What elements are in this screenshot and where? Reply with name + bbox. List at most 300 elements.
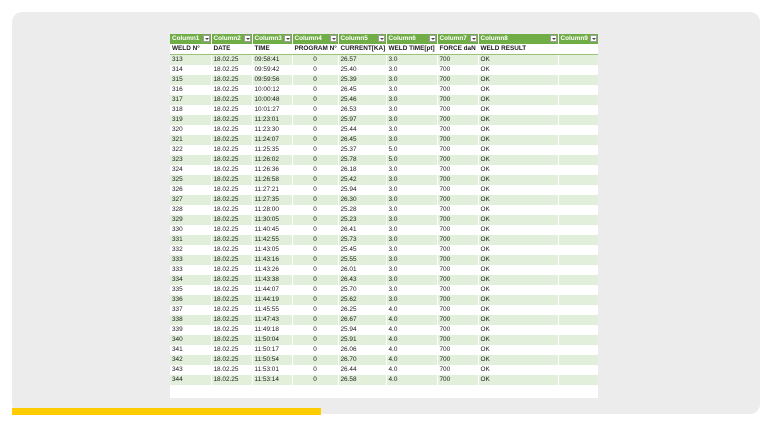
- table-row[interactable]: [170, 75, 598, 85]
- cell-weld-number[interactable]: 318: [170, 105, 211, 115]
- cell-weld-time[interactable]: 3.0: [386, 245, 437, 255]
- cell-program-number[interactable]: 0: [292, 185, 338, 195]
- cell-time[interactable]: 11:28:00: [252, 205, 292, 215]
- cell-weld-number[interactable]: 315: [170, 75, 211, 85]
- cell-program-number[interactable]: 0: [292, 205, 338, 215]
- cell-weld-result[interactable]: OK: [478, 295, 558, 305]
- cell-time[interactable]: 09:58:41: [252, 55, 292, 66]
- cell-time[interactable]: 11:43:38: [252, 275, 292, 285]
- cell-weld-time[interactable]: 3.0: [386, 115, 437, 125]
- cell-empty[interactable]: [558, 265, 598, 275]
- cell-current[interactable]: 25.23: [338, 215, 386, 225]
- cell-date[interactable]: 18.02.25: [211, 315, 252, 325]
- cell-force[interactable]: 700: [437, 115, 478, 125]
- cell-weld-number[interactable]: 335: [170, 285, 211, 295]
- cell-program-number[interactable]: 0: [292, 255, 338, 265]
- cell-weld-number[interactable]: 342: [170, 355, 211, 365]
- cell-current[interactable]: 26.45: [338, 85, 386, 95]
- table-row[interactable]: [170, 265, 598, 275]
- table-row[interactable]: [170, 245, 598, 255]
- cell-weld-time[interactable]: 3.0: [386, 285, 437, 295]
- cell-weld-number[interactable]: 319: [170, 115, 211, 125]
- cell-current[interactable]: 25.94: [338, 185, 386, 195]
- cell-weld-number[interactable]: 337: [170, 305, 211, 315]
- cell-current[interactable]: 26.43: [338, 275, 386, 285]
- table-row[interactable]: [170, 375, 598, 385]
- cell-weld-result[interactable]: OK: [478, 325, 558, 335]
- cell-empty[interactable]: [558, 295, 598, 305]
- cell-program-number[interactable]: 0: [292, 135, 338, 145]
- cell-force[interactable]: 700: [437, 155, 478, 165]
- cell-empty[interactable]: [558, 215, 598, 225]
- cell-force[interactable]: 700: [437, 175, 478, 185]
- cell-empty[interactable]: [558, 65, 598, 75]
- cell-weld-time[interactable]: 3.0: [386, 215, 437, 225]
- cell-date[interactable]: 18.02.25: [211, 265, 252, 275]
- cell-force[interactable]: 700: [437, 85, 478, 95]
- cell-date[interactable]: 18.02.25: [211, 65, 252, 75]
- cell-date[interactable]: 18.02.25: [211, 175, 252, 185]
- table-row[interactable]: [170, 145, 598, 155]
- cell-time[interactable]: 11:43:05: [252, 245, 292, 255]
- cell-weld-result[interactable]: OK: [478, 65, 558, 75]
- cell-program-number[interactable]: 0: [292, 285, 338, 295]
- cell-empty[interactable]: [558, 135, 598, 145]
- cell-weld-time[interactable]: 3.0: [386, 85, 437, 95]
- cell-time[interactable]: 11:53:14: [252, 375, 292, 385]
- cell-weld-result[interactable]: OK: [478, 95, 558, 105]
- cell-current[interactable]: 26.41: [338, 225, 386, 235]
- cell-weld-time[interactable]: 3.0: [386, 165, 437, 175]
- cell-program-number[interactable]: 0: [292, 115, 338, 125]
- cell-program-number[interactable]: 0: [292, 305, 338, 315]
- cell-date[interactable]: 18.02.25: [211, 275, 252, 285]
- cell-date[interactable]: 18.02.25: [211, 225, 252, 235]
- table-row[interactable]: [170, 275, 598, 285]
- cell-current[interactable]: 25.55: [338, 255, 386, 265]
- cell-date[interactable]: 18.02.25: [211, 355, 252, 365]
- cell-weld-result[interactable]: OK: [478, 75, 558, 85]
- cell-empty[interactable]: [558, 115, 598, 125]
- cell-force[interactable]: 700: [437, 265, 478, 275]
- cell-date[interactable]: 18.02.25: [211, 195, 252, 205]
- cell-program-number[interactable]: 0: [292, 275, 338, 285]
- cell-time[interactable]: 11:23:01: [252, 115, 292, 125]
- cell-time[interactable]: 10:00:48: [252, 95, 292, 105]
- cell-time[interactable]: 11:50:04: [252, 335, 292, 345]
- cell-current[interactable]: 26.25: [338, 305, 386, 315]
- cell-force[interactable]: 700: [437, 95, 478, 105]
- filter-dropdown-icon[interactable]: [203, 35, 210, 42]
- cell-weld-number[interactable]: 334: [170, 275, 211, 285]
- filter-header-column3[interactable]: [252, 34, 292, 44]
- cell-date[interactable]: 18.02.25: [211, 205, 252, 215]
- filter-header-column2[interactable]: [211, 34, 252, 44]
- cell-empty[interactable]: [558, 155, 598, 165]
- cell-weld-number[interactable]: 322: [170, 145, 211, 155]
- cell-time[interactable]: 11:43:26: [252, 265, 292, 275]
- cell-time[interactable]: 11:47:43: [252, 315, 292, 325]
- cell-date[interactable]: 18.02.25: [211, 105, 252, 115]
- cell-weld-result[interactable]: OK: [478, 345, 558, 355]
- cell-weld-result[interactable]: OK: [478, 205, 558, 215]
- cell-date[interactable]: 18.02.25: [211, 135, 252, 145]
- cell-date[interactable]: 18.02.25: [211, 145, 252, 155]
- cell-weld-result[interactable]: OK: [478, 235, 558, 245]
- cell-date[interactable]: 18.02.25: [211, 95, 252, 105]
- cell-empty[interactable]: [558, 275, 598, 285]
- cell-weld-result[interactable]: OK: [478, 275, 558, 285]
- cell-weld-result[interactable]: OK: [478, 175, 558, 185]
- cell-program-number[interactable]: 0: [292, 295, 338, 305]
- cell-weld-number[interactable]: 314: [170, 65, 211, 75]
- cell-weld-time[interactable]: 3.0: [386, 275, 437, 285]
- cell-program-number[interactable]: 0: [292, 195, 338, 205]
- filter-header-column8[interactable]: [478, 34, 558, 44]
- cell-time[interactable]: 11:44:19: [252, 295, 292, 305]
- cell-current[interactable]: 25.78: [338, 155, 386, 165]
- cell-program-number[interactable]: 0: [292, 215, 338, 225]
- cell-date[interactable]: 18.02.25: [211, 185, 252, 195]
- cell-weld-time[interactable]: 4.0: [386, 305, 437, 315]
- cell-weld-result[interactable]: OK: [478, 195, 558, 205]
- filter-dropdown-icon[interactable]: [244, 35, 251, 42]
- header-weld-time[interactable]: WELD TIME[pt]: [386, 44, 437, 55]
- cell-weld-number[interactable]: 313: [170, 55, 211, 66]
- filter-dropdown-icon[interactable]: [284, 35, 291, 42]
- cell-time[interactable]: 11:27:21: [252, 185, 292, 195]
- header-date[interactable]: DATE: [211, 44, 252, 55]
- cell-program-number[interactable]: 0: [292, 105, 338, 115]
- table-row[interactable]: [170, 235, 598, 245]
- table-row[interactable]: [170, 175, 598, 185]
- cell-current[interactable]: 25.94: [338, 325, 386, 335]
- cell-weld-time[interactable]: 3.0: [386, 225, 437, 235]
- cell-weld-time[interactable]: 5.0: [386, 145, 437, 155]
- table-row[interactable]: [170, 195, 598, 205]
- table-row[interactable]: [170, 335, 598, 345]
- cell-date[interactable]: 18.02.25: [211, 125, 252, 135]
- cell-empty[interactable]: [558, 285, 598, 295]
- cell-current[interactable]: 25.97: [338, 115, 386, 125]
- cell-date[interactable]: 18.02.25: [211, 255, 252, 265]
- cell-program-number[interactable]: 0: [292, 315, 338, 325]
- cell-weld-number[interactable]: 336: [170, 295, 211, 305]
- cell-current[interactable]: 25.39: [338, 75, 386, 85]
- cell-program-number[interactable]: 0: [292, 265, 338, 275]
- cell-date[interactable]: 18.02.25: [211, 335, 252, 345]
- cell-weld-number[interactable]: 330: [170, 225, 211, 235]
- cell-empty[interactable]: [558, 125, 598, 135]
- cell-weld-result[interactable]: OK: [478, 115, 558, 125]
- cell-date[interactable]: 18.02.25: [211, 365, 252, 375]
- cell-current[interactable]: 26.70: [338, 355, 386, 365]
- cell-program-number[interactable]: 0: [292, 55, 338, 66]
- filter-dropdown-icon[interactable]: [429, 35, 436, 42]
- cell-program-number[interactable]: 0: [292, 175, 338, 185]
- cell-empty[interactable]: [558, 245, 598, 255]
- cell-empty[interactable]: [558, 305, 598, 315]
- table-row[interactable]: [170, 225, 598, 235]
- cell-empty[interactable]: [558, 145, 598, 155]
- cell-date[interactable]: 18.02.25: [211, 295, 252, 305]
- table-row[interactable]: [170, 365, 598, 375]
- cell-empty[interactable]: [558, 175, 598, 185]
- cell-force[interactable]: 700: [437, 325, 478, 335]
- cell-empty[interactable]: [558, 165, 598, 175]
- cell-force[interactable]: 700: [437, 365, 478, 375]
- table-row[interactable]: [170, 205, 598, 215]
- cell-weld-time[interactable]: 4.0: [386, 365, 437, 375]
- cell-weld-number[interactable]: 327: [170, 195, 211, 205]
- table-row[interactable]: [170, 255, 598, 265]
- cell-date[interactable]: 18.02.25: [211, 245, 252, 255]
- cell-weld-result[interactable]: OK: [478, 215, 558, 225]
- cell-time[interactable]: 11:40:45: [252, 225, 292, 235]
- cell-current[interactable]: 25.44: [338, 125, 386, 135]
- header-current[interactable]: CURRENT[KA]: [338, 44, 386, 55]
- cell-force[interactable]: 700: [437, 305, 478, 315]
- cell-weld-result[interactable]: OK: [478, 125, 558, 135]
- cell-weld-time[interactable]: 3.0: [386, 65, 437, 75]
- cell-weld-result[interactable]: OK: [478, 135, 558, 145]
- cell-weld-number[interactable]: 338: [170, 315, 211, 325]
- cell-date[interactable]: 18.02.25: [211, 75, 252, 85]
- cell-date[interactable]: 18.02.25: [211, 85, 252, 95]
- filter-header-column4[interactable]: [292, 34, 338, 44]
- cell-force[interactable]: 700: [437, 145, 478, 155]
- cell-weld-result[interactable]: OK: [478, 335, 558, 345]
- cell-date[interactable]: 18.02.25: [211, 165, 252, 175]
- filter-dropdown-icon[interactable]: [550, 35, 557, 42]
- cell-weld-time[interactable]: 3.0: [386, 105, 437, 115]
- cell-weld-number[interactable]: 341: [170, 345, 211, 355]
- cell-weld-time[interactable]: 3.0: [386, 265, 437, 275]
- cell-empty[interactable]: [558, 335, 598, 345]
- cell-current[interactable]: 26.67: [338, 315, 386, 325]
- cell-weld-result[interactable]: OK: [478, 375, 558, 385]
- cell-current[interactable]: 25.42: [338, 175, 386, 185]
- table-row[interactable]: [170, 135, 598, 145]
- cell-date[interactable]: 18.02.25: [211, 325, 252, 335]
- cell-program-number[interactable]: 0: [292, 225, 338, 235]
- table-row[interactable]: [170, 165, 598, 175]
- cell-time[interactable]: 10:01:27: [252, 105, 292, 115]
- cell-weld-number[interactable]: 317: [170, 95, 211, 105]
- cell-empty[interactable]: [558, 235, 598, 245]
- cell-weld-number[interactable]: 340: [170, 335, 211, 345]
- table-row[interactable]: [170, 345, 598, 355]
- header-weld-number[interactable]: WELD N°: [170, 44, 211, 55]
- cell-date[interactable]: 18.02.25: [211, 305, 252, 315]
- cell-program-number[interactable]: 0: [292, 235, 338, 245]
- cell-force[interactable]: 700: [437, 75, 478, 85]
- cell-force[interactable]: 700: [437, 315, 478, 325]
- filter-dropdown-icon[interactable]: [590, 35, 597, 42]
- table-row[interactable]: [170, 315, 598, 325]
- cell-program-number[interactable]: 0: [292, 75, 338, 85]
- table-row[interactable]: [170, 285, 598, 295]
- cell-time[interactable]: 11:53:01: [252, 365, 292, 375]
- cell-current[interactable]: 26.44: [338, 365, 386, 375]
- cell-current[interactable]: 25.70: [338, 285, 386, 295]
- cell-current[interactable]: 25.46: [338, 95, 386, 105]
- filter-header-column9[interactable]: [558, 34, 598, 44]
- cell-weld-number[interactable]: 328: [170, 205, 211, 215]
- cell-weld-result[interactable]: OK: [478, 145, 558, 155]
- filter-header-column6[interactable]: [386, 34, 437, 44]
- cell-force[interactable]: 700: [437, 375, 478, 385]
- cell-date[interactable]: 18.02.25: [211, 375, 252, 385]
- cell-empty[interactable]: [558, 225, 598, 235]
- cell-program-number[interactable]: 0: [292, 85, 338, 95]
- cell-weld-time[interactable]: 3.0: [386, 175, 437, 185]
- cell-weld-result[interactable]: OK: [478, 355, 558, 365]
- cell-weld-number[interactable]: 316: [170, 85, 211, 95]
- table-row[interactable]: [170, 95, 598, 105]
- cell-current[interactable]: 25.62: [338, 295, 386, 305]
- table-row[interactable]: [170, 185, 598, 195]
- cell-force[interactable]: 700: [437, 195, 478, 205]
- cell-date[interactable]: 18.02.25: [211, 345, 252, 355]
- cell-weld-result[interactable]: OK: [478, 155, 558, 165]
- cell-force[interactable]: 700: [437, 205, 478, 215]
- cell-time[interactable]: 11:30:05: [252, 215, 292, 225]
- cell-weld-number[interactable]: 323: [170, 155, 211, 165]
- cell-current[interactable]: 26.18: [338, 165, 386, 175]
- cell-program-number[interactable]: 0: [292, 365, 338, 375]
- cell-empty[interactable]: [558, 355, 598, 365]
- cell-current[interactable]: 26.30: [338, 195, 386, 205]
- cell-force[interactable]: 700: [437, 55, 478, 66]
- cell-empty[interactable]: [558, 315, 598, 325]
- table-row[interactable]: [170, 355, 598, 365]
- cell-current[interactable]: 26.57: [338, 55, 386, 66]
- cell-empty[interactable]: [558, 375, 598, 385]
- cell-force[interactable]: 700: [437, 355, 478, 365]
- cell-current[interactable]: 25.28: [338, 205, 386, 215]
- cell-time[interactable]: 11:27:35: [252, 195, 292, 205]
- cell-program-number[interactable]: 0: [292, 165, 338, 175]
- cell-empty[interactable]: [558, 75, 598, 85]
- cell-weld-time[interactable]: 4.0: [386, 345, 437, 355]
- cell-weld-result[interactable]: OK: [478, 105, 558, 115]
- cell-weld-time[interactable]: 4.0: [386, 335, 437, 345]
- cell-weld-time[interactable]: 4.0: [386, 315, 437, 325]
- header-empty[interactable]: [558, 44, 598, 55]
- cell-weld-number[interactable]: 333: [170, 255, 211, 265]
- cell-weld-number[interactable]: 321: [170, 135, 211, 145]
- cell-weld-number[interactable]: 325: [170, 175, 211, 185]
- cell-weld-result[interactable]: OK: [478, 285, 558, 295]
- cell-weld-result[interactable]: OK: [478, 305, 558, 315]
- cell-force[interactable]: 700: [437, 125, 478, 135]
- cell-weld-time[interactable]: 3.0: [386, 295, 437, 305]
- cell-program-number[interactable]: 0: [292, 65, 338, 75]
- cell-time[interactable]: 11:43:16: [252, 255, 292, 265]
- cell-current[interactable]: 25.45: [338, 245, 386, 255]
- table-row[interactable]: [170, 325, 598, 335]
- cell-current[interactable]: 26.58: [338, 375, 386, 385]
- cell-time[interactable]: 11:23:30: [252, 125, 292, 135]
- cell-weld-number[interactable]: 339: [170, 325, 211, 335]
- cell-current[interactable]: 25.91: [338, 335, 386, 345]
- cell-current[interactable]: 26.06: [338, 345, 386, 355]
- cell-force[interactable]: 700: [437, 165, 478, 175]
- cell-empty[interactable]: [558, 365, 598, 375]
- cell-program-number[interactable]: 0: [292, 155, 338, 165]
- cell-program-number[interactable]: 0: [292, 355, 338, 365]
- cell-weld-time[interactable]: 3.0: [386, 95, 437, 105]
- cell-weld-time[interactable]: 3.0: [386, 195, 437, 205]
- cell-weld-time[interactable]: 5.0: [386, 155, 437, 165]
- header-program-number[interactable]: PROGRAM N°: [292, 44, 338, 55]
- cell-program-number[interactable]: 0: [292, 345, 338, 355]
- cell-program-number[interactable]: 0: [292, 145, 338, 155]
- table-row[interactable]: [170, 65, 598, 75]
- cell-weld-number[interactable]: 324: [170, 165, 211, 175]
- cell-weld-time[interactable]: 3.0: [386, 205, 437, 215]
- cell-date[interactable]: 18.02.25: [211, 285, 252, 295]
- cell-force[interactable]: 700: [437, 335, 478, 345]
- cell-date[interactable]: 18.02.25: [211, 235, 252, 245]
- header-force[interactable]: FORCE daN: [437, 44, 478, 55]
- cell-force[interactable]: 700: [437, 245, 478, 255]
- cell-weld-time[interactable]: 3.0: [386, 55, 437, 66]
- cell-force[interactable]: 700: [437, 285, 478, 295]
- cell-weld-result[interactable]: OK: [478, 255, 558, 265]
- cell-weld-time[interactable]: 3.0: [386, 75, 437, 85]
- table-row[interactable]: [170, 55, 598, 66]
- cell-weld-result[interactable]: OK: [478, 55, 558, 66]
- table-row[interactable]: [170, 215, 598, 225]
- cell-force[interactable]: 700: [437, 255, 478, 265]
- cell-empty[interactable]: [558, 255, 598, 265]
- cell-weld-time[interactable]: 4.0: [386, 375, 437, 385]
- table-row[interactable]: [170, 85, 598, 95]
- cell-empty[interactable]: [558, 325, 598, 335]
- cell-weld-result[interactable]: OK: [478, 365, 558, 375]
- table-row[interactable]: [170, 115, 598, 125]
- cell-weld-time[interactable]: 3.0: [386, 185, 437, 195]
- filter-header-column7[interactable]: [437, 34, 478, 44]
- cell-current[interactable]: 26.53: [338, 105, 386, 115]
- filter-dropdown-icon[interactable]: [378, 35, 385, 42]
- cell-empty[interactable]: [558, 85, 598, 95]
- cell-weld-result[interactable]: OK: [478, 245, 558, 255]
- cell-weld-time[interactable]: 3.0: [386, 135, 437, 145]
- cell-weld-number[interactable]: 333: [170, 265, 211, 275]
- table-row[interactable]: [170, 105, 598, 115]
- cell-weld-time[interactable]: 4.0: [386, 325, 437, 335]
- cell-current[interactable]: 26.45: [338, 135, 386, 145]
- cell-weld-result[interactable]: OK: [478, 165, 558, 175]
- cell-weld-number[interactable]: 320: [170, 125, 211, 135]
- cell-program-number[interactable]: 0: [292, 95, 338, 105]
- filter-header-column1[interactable]: [170, 34, 211, 44]
- cell-force[interactable]: 700: [437, 185, 478, 195]
- cell-time[interactable]: 11:26:58: [252, 175, 292, 185]
- cell-force[interactable]: 700: [437, 235, 478, 245]
- cell-weld-number[interactable]: 326: [170, 185, 211, 195]
- cell-force[interactable]: 700: [437, 295, 478, 305]
- cell-time[interactable]: 11:49:18: [252, 325, 292, 335]
- cell-force[interactable]: 700: [437, 215, 478, 225]
- cell-weld-time[interactable]: 3.0: [386, 235, 437, 245]
- cell-weld-result[interactable]: OK: [478, 265, 558, 275]
- cell-weld-result[interactable]: OK: [478, 225, 558, 235]
- cell-empty[interactable]: [558, 345, 598, 355]
